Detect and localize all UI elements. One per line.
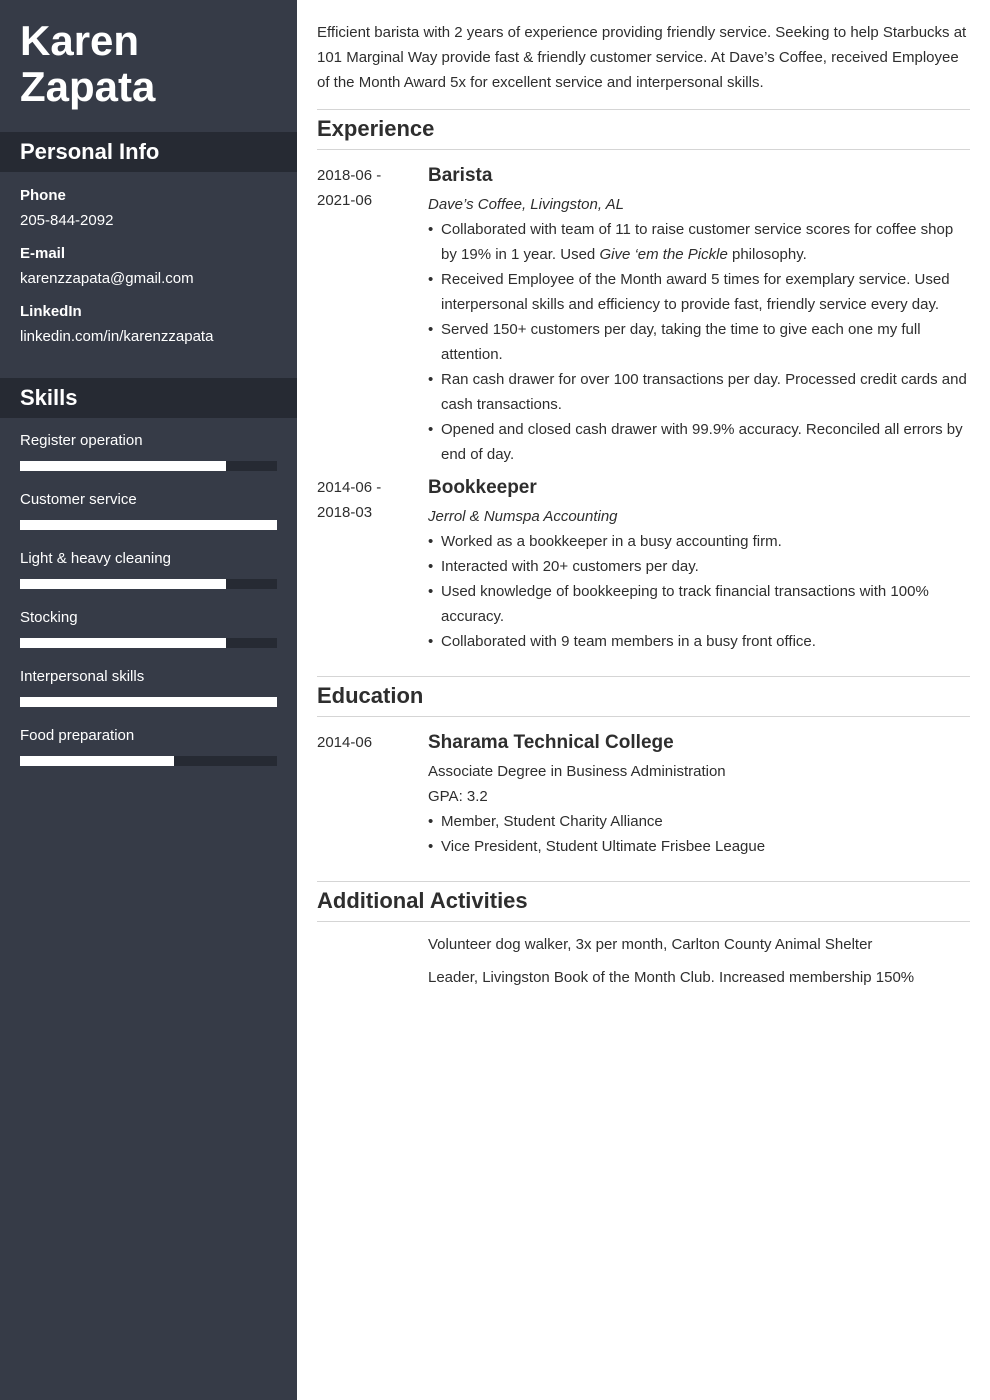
job-title: Bookkeeper [428,477,537,498]
profile-summary: Efficient barista with 2 years of experience providing friendly service. Seeking to help Starbucks at 101 Marginal Way provide fast & friendly customer service. At Dave’s Coffee, received Employee of the Month Award 5x for excellent service and interpersonal skills. [317,24,967,91]
main-content [297,0,990,1400]
job-company: Dave’s Coffee, Livingston, AL [428,196,624,213]
skill-level-bar [20,461,277,471]
skill-level-bar [20,697,277,707]
activities-list [317,922,970,990]
skill-item [20,491,277,550]
skill-level-fill [20,697,277,707]
skill-item [20,550,277,609]
gpa: GPA: 3.2 [428,788,488,805]
personal-info-heading: Personal Info [0,132,297,172]
job-date-start: 2018-06 - [317,167,382,184]
bullet-text: Ran cash drawer for over 100 transactions per day. Processed credit cards and cash transactions. [441,371,967,413]
skill-label: Interpersonal skills [20,668,145,685]
skill-label: Stocking [20,609,78,626]
job-bullet [428,579,970,629]
skill-level-bar [20,638,277,648]
activities-heading: Additional Activities [317,881,970,922]
bullet-text: Received Employee of the Month award 5 times for exemplary service. Used interpersonal skills and efficiency to provide fast, friendly service every day. [441,271,950,313]
activity-item: Volunteer dog walker, 3x per month, Carlton County Animal Shelter [428,936,873,953]
job-bullets [428,529,970,654]
education-body [428,730,970,859]
job-bullets [428,217,970,467]
sidebar [0,0,297,1400]
personal-info [0,172,297,378]
experience-entry [317,475,970,654]
job-date-end: 2021-06 [317,192,373,209]
school-name: Sharama Technical College [428,732,674,753]
skills-heading: Skills [0,378,297,418]
skill-label: Light & heavy cleaning [20,550,171,567]
job-body [428,475,970,654]
skill-level-fill [20,756,174,766]
education-bullet: • Member, Student Charity Alliance [428,809,970,834]
phone-value: 205-844-2092 [20,212,114,229]
skill-level-bar [20,756,277,766]
skill-item [20,668,277,727]
skill-level-fill [20,520,277,530]
job-bullet [428,629,970,654]
skill-level-bar [20,520,277,530]
job-title: Barista [428,165,493,186]
phone-label: Phone [20,187,66,204]
skill-level-fill [20,638,226,648]
education-bullet: • Vice President, Student Ultimate Frisbee League [428,834,970,859]
education-date-text: 2014-06 [317,734,373,751]
email-value[interactable]: karenzzapata@gmail.com [20,270,194,287]
bullet-text: Opened and closed cash drawer with 99.9% accuracy. Reconciled all errors by end of day. [441,421,963,463]
skill-level-bar [20,579,277,589]
job-body [428,163,970,467]
education-list [317,717,970,881]
job-bullet [428,529,970,554]
skill-label: Customer service [20,491,137,508]
bullet-text: Collaborated with team of 11 to raise customer service scores for coffee shop by 19% in 1 year. Used [441,221,954,263]
bullet-text: Collaborated with 9 team members in a busy front office. [441,633,816,650]
degree: Associate Degree in Business Administration [428,763,726,780]
skill-item [20,432,277,491]
job-date-start: 2014-06 - [317,479,382,496]
skill-item [20,727,277,786]
skill-label: Register operation [20,432,143,449]
bullet-emphasis: Give ‘em the Pickle [599,246,728,263]
job-bullet [428,367,970,417]
job-company: Jerrol & Numspa Accounting [428,508,618,525]
education-heading: Education [317,676,970,717]
education-date [317,730,428,859]
skill-item [20,609,277,668]
job-bullet [428,417,970,467]
bullet-text: Served 150+ customers per day, taking the time to give each one my full attention. [441,321,921,363]
linkedin-value[interactable]: linkedin.com/in/karenzzapata [20,328,214,345]
job-dates [317,475,428,654]
bullet-text: Used knowledge of bookkeeping to track financial transactions with 100% accuracy. [441,583,929,625]
education-entry [317,730,970,859]
job-bullet [428,217,970,267]
experience-heading: Experience [317,109,970,150]
education-bullets [428,809,970,859]
skill-label: Food preparation [20,727,135,744]
skills-list [0,418,297,786]
experience-entry [317,163,970,467]
skill-level-fill [20,461,226,471]
bullet-text: philosophy. [727,246,807,263]
candidate-name: Karen Zapata [20,17,156,110]
job-dates [317,163,428,467]
bullet-text: Interacted with 20+ customers per day. [441,558,699,575]
job-bullet [428,267,970,317]
job-date-end: 2018-03 [317,504,373,521]
job-bullet [428,554,970,579]
email-label: E-mail [20,245,66,262]
job-bullet [428,317,970,367]
linkedin-label: LinkedIn [20,303,82,320]
bullet-text: Worked as a bookkeeper in a busy accounting firm. [441,533,782,550]
skill-level-fill [20,579,226,589]
experience-list [317,150,970,676]
activity-item: Leader, Livingston Book of the Month Club. Increased membership 150% [428,969,915,986]
